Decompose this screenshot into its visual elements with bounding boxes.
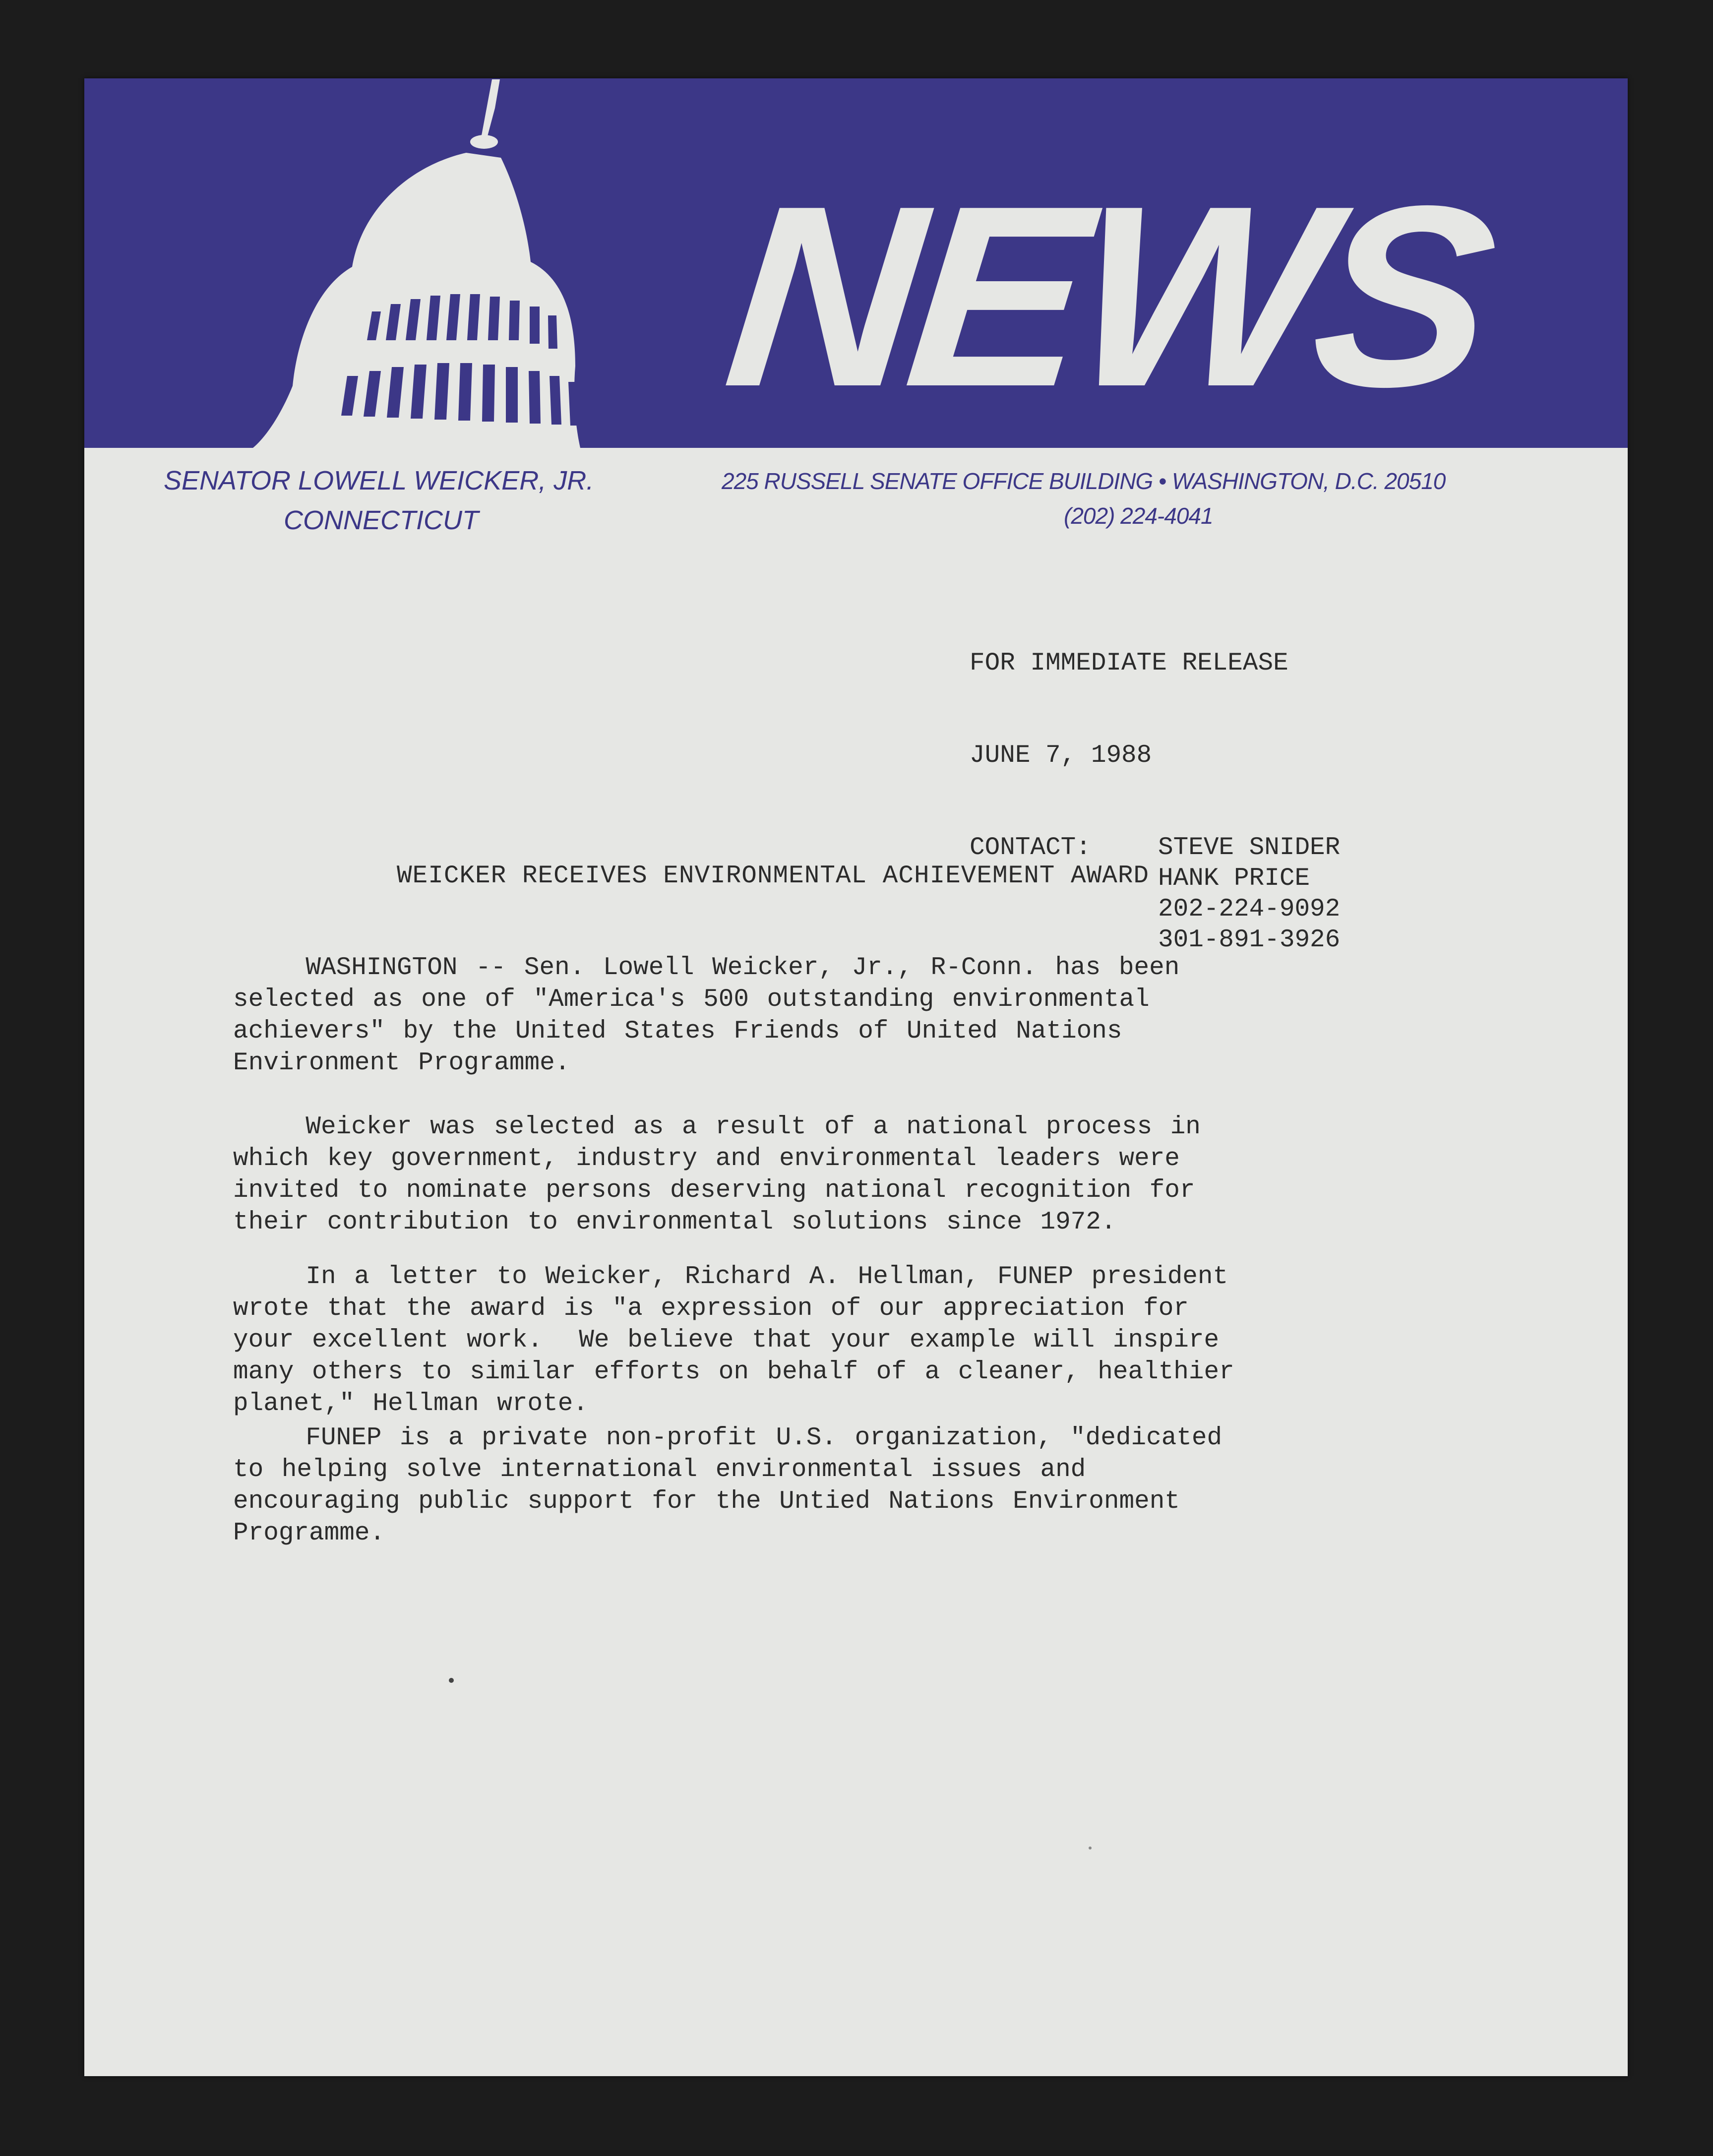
paragraph-line: encouraging public support for the Untied Nations Environment <box>233 1487 1180 1516</box>
press-release-page <box>84 78 1628 2076</box>
contact-list <box>1158 833 1341 954</box>
body-paragraph <box>233 1422 1473 1549</box>
paragraph-line: invited to nominate persons deserving national recognition for <box>233 1176 1195 1205</box>
paragraph-line: planet," Hellman wrote. <box>233 1390 588 1418</box>
paragraph-line: In a letter to Weicker, Richard A. Hellman, FUNEP president <box>233 1263 1228 1291</box>
paragraph-line: their contribution to environmental solutions since 1972. <box>233 1208 1116 1236</box>
release-status: FOR IMMEDIATE RELEASE <box>970 649 1288 678</box>
contact-phone: 202-224-9092 <box>1158 895 1341 924</box>
headline: WEICKER RECEIVES ENVIRONMENTAL ACHIEVEMENT AWARD <box>397 862 1150 890</box>
paper-speck <box>449 1678 454 1683</box>
contact-phone: 301-891-3926 <box>1158 926 1341 954</box>
senator-name: SENATOR LOWELL WEICKER, JR. <box>164 466 594 495</box>
office-phone: (202) 224-4041 <box>1064 503 1213 529</box>
paragraph-line: Programme. <box>233 1519 385 1547</box>
contact-name: STEVE SNIDER <box>1158 834 1341 862</box>
paragraph-line: achievers" by the United States Friends of United Nations <box>233 1017 1122 1046</box>
paragraph-line: WASHINGTON -- Sen. Lowell Weicker, Jr., R-Conn. has been <box>233 954 1180 982</box>
paragraph-line: Environment Programme. <box>233 1049 570 1077</box>
paragraph-line: to helping solve international environmental issues and <box>233 1456 1086 1484</box>
capitol-dome-icon <box>84 78 580 455</box>
contact-name: HANK PRICE <box>1158 864 1310 893</box>
body-paragraph <box>233 1261 1473 1420</box>
paper-speck <box>1089 1847 1092 1849</box>
paragraph-line: many others to similar efforts on behalf of a cleaner, healthier <box>233 1358 1234 1386</box>
contact-block <box>970 833 1341 954</box>
paragraph-line: your excellent work. We believe that your example will inspire <box>233 1326 1220 1355</box>
contact-label: CONTACT: <box>970 834 1091 862</box>
paragraph-line: Weicker was selected as a result of a national process in <box>233 1113 1201 1141</box>
paragraph-line: selected as one of "America's 500 outstanding environmental <box>233 986 1150 1014</box>
office-address: 225 RUSSELL SENATE OFFICE BUILDING • WASHINGTON, D.C. 20510 <box>722 468 1446 494</box>
paragraph-line: wrote that the award is "a expression of our appreciation for <box>233 1294 1189 1323</box>
body-paragraph <box>233 1111 1473 1238</box>
paragraph-line: FUNEP is a private non-profit U.S. organization, "dedicated <box>233 1424 1223 1452</box>
body-paragraph <box>233 952 1473 1079</box>
paragraph-line: which key government, industry and environmental leaders were <box>233 1145 1180 1173</box>
news-title: NEWS <box>715 152 1499 440</box>
release-date: JUNE 7, 1988 <box>970 741 1152 770</box>
senator-state: CONNECTICUT <box>284 505 479 535</box>
